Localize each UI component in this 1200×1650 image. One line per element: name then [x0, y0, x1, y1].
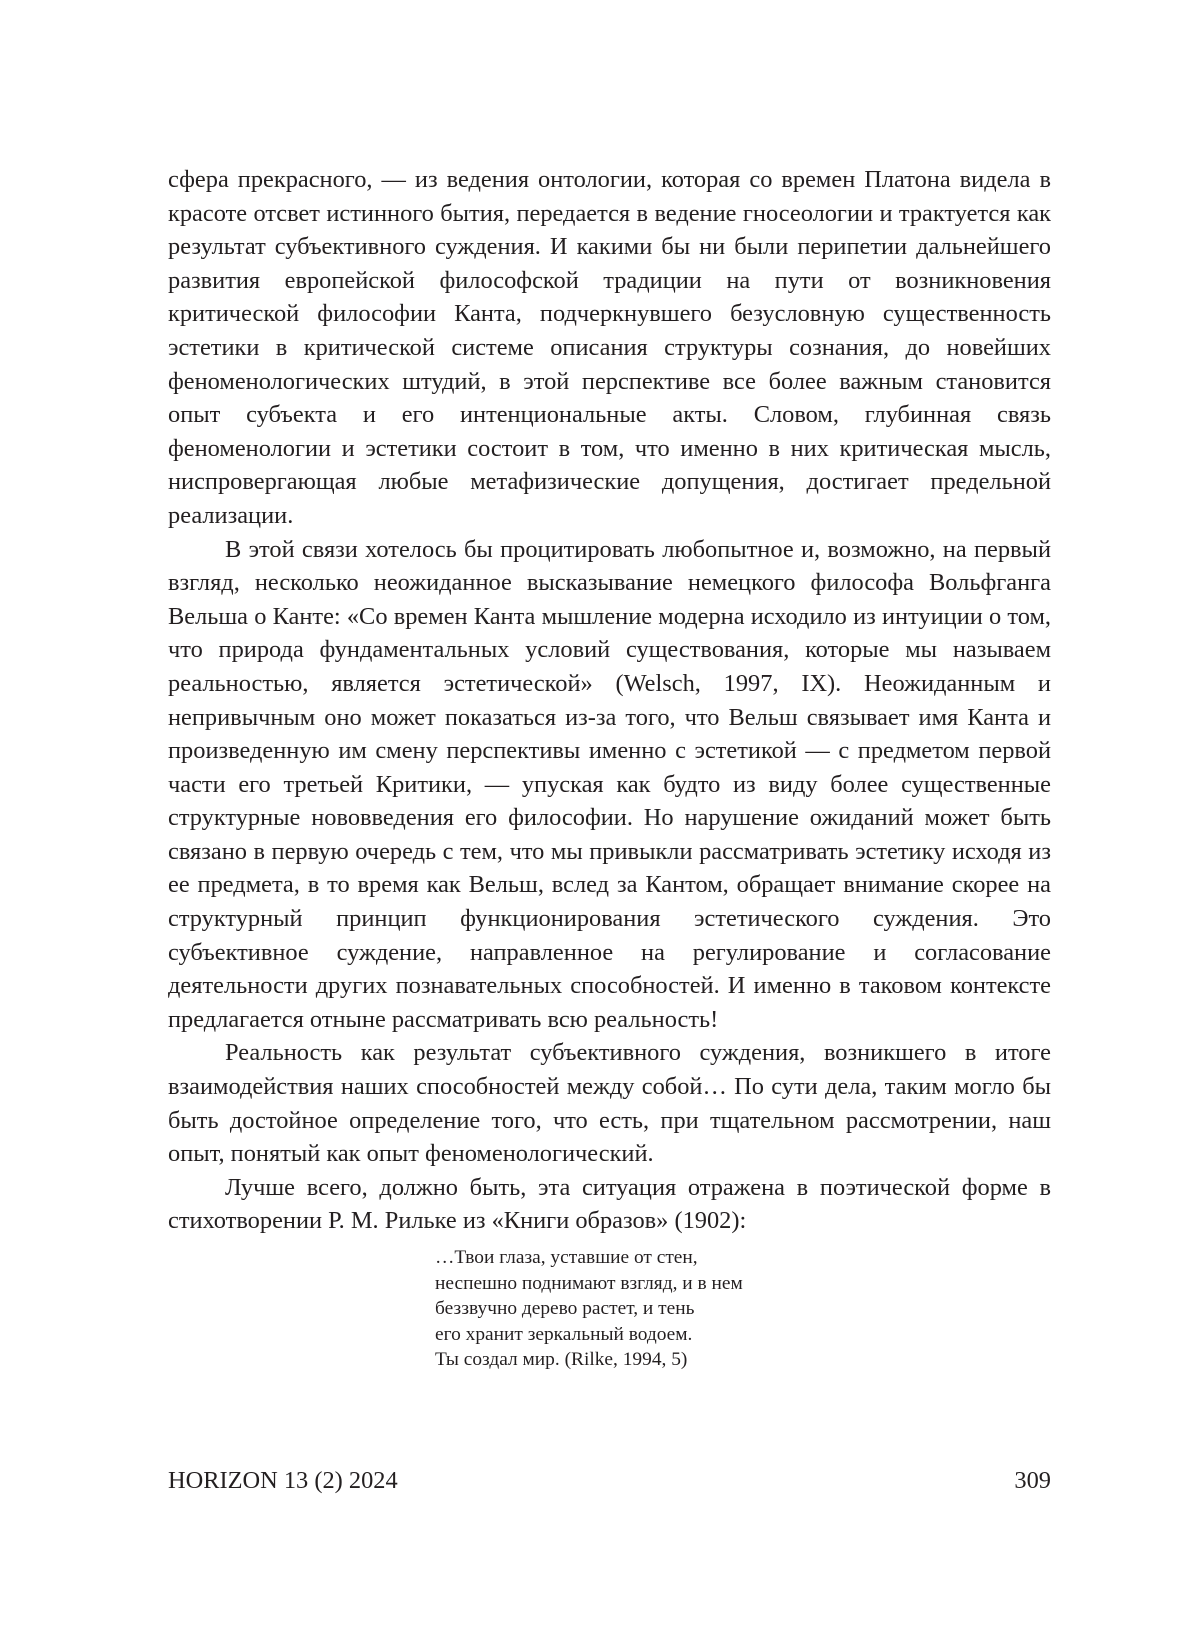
poem-line: его хранит зеркальный водоем. — [435, 1322, 855, 1348]
poem-line: Ты создал мир. (Rilke, 1994, 5) — [435, 1347, 855, 1373]
paragraph-continuation: сфера прекрасного, — из ведения онтологии, которая со времен Платона видела в красоте отсвет истинного бытия, передается в ведение гносеологии и тракту­ется как результат субъективного суждения. И какими бы ни были перипетии дальнейшего развития европейской философской традиции на пути от возник­новения критической философии Канта, подчеркнувшего безусловную суще­ственность эстетики в критической системе описания структуры сознания, до новейших феноменологических штудий, в этой перспективе все более важным становится опыт субъекта и его интенциональные акты. Словом, глубинная связь феноменологии и эстетики состоит в том, что именно в них критическая мысль, ниспровергающая любые метафизические допущения, достигает пре­дельной реализации. — [168, 163, 1051, 533]
poem-line: неспешно поднимают взгляд, и в нем — [435, 1271, 855, 1297]
paragraph-reality-judgment: Реальность как результат субъективного суждения, возникшего в итоге взаимодействия наших способностей между собой… По сути дела, таким мог­ло бы быть достойное определение того, что есть, при тщательном рассмотре­нии, наш опыт, понятый как опыт феноменологический. — [168, 1036, 1051, 1170]
poem-quote — [435, 1245, 855, 1373]
poem-line: …Твои глаза, уставшие от стен, — [435, 1245, 855, 1271]
page-number: 309 — [1014, 1466, 1051, 1496]
journal-title: HORIZON 13 (2) 2024 — [168, 1466, 398, 1496]
main-text — [168, 163, 1051, 1238]
poem-line: беззвучно дерево растет, и тень — [435, 1296, 855, 1322]
paragraph-welsch-quote: В этой связи хотелось бы процитировать любопытное и, возможно, на пер­вый взгляд, несколько неожиданное высказывание немецкого философа Вольф­ганга Вельша о Канте: «Со времен Канта мышление модерна исходило из интуи­ции о том, что природа фундаментальных условий существования, которые мы называем реальностью, является эстетической» (Welsch, 1997, IX). Неожиданным и непривычным оно может показаться из-за того, что Вельш связывает имя Кан­та и произведенную им смену перспективы именно с эстетикой — с предметом первой части его третьей Критики, — упуская как будто из виду более суще­ственные структурные нововведения его философии. Но нарушение ожиданий может быть связано в первую очередь с тем, что мы привыкли рассматривать эстетику исходя из ее предмета, в то время как Вельш, вслед за Кантом, обраща­ет внимание скорее на структурный принцип функционирования эстетического суждения. Это субъективное суждение, направленное на регулирование и согла­сование деятельности других познавательных способностей. И именно в таковом контексте предлагается отныне рассматривать всю реальность! — [168, 533, 1051, 1037]
paragraph-rilke-intro: Лучше всего, должно быть, эта ситуация отражена в поэтической форме в стихотворении Р. М. Рильке из «Книги образов» (1902): — [168, 1171, 1051, 1238]
page-footer — [168, 1466, 1051, 1496]
